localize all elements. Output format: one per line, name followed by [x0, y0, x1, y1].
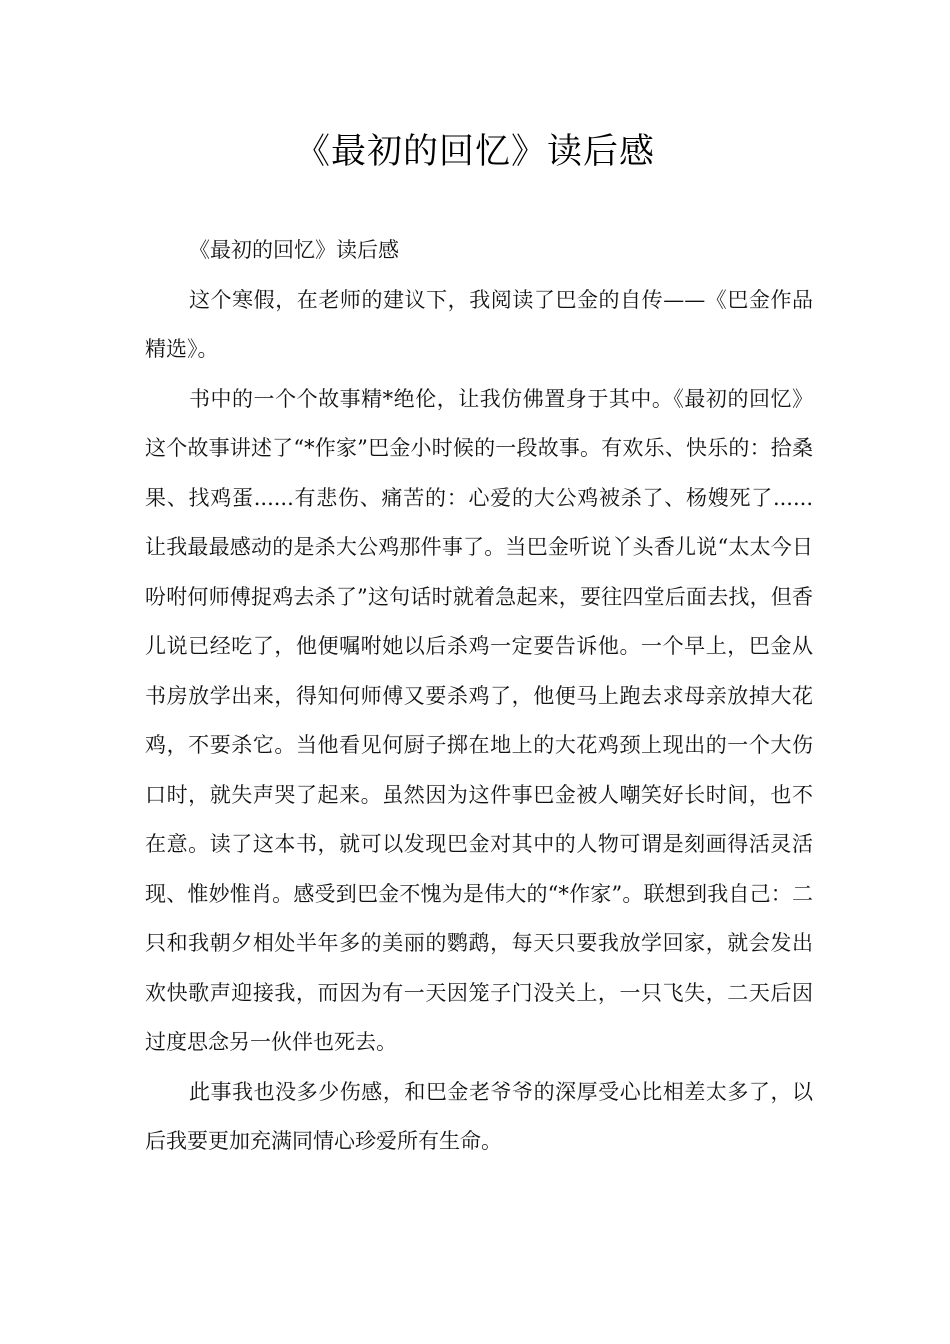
- paragraph-intro: 这个寒假，在老师的建议下，我阅读了巴金的自传——《巴金作品精选》。: [145, 287, 813, 361]
- document-title: 《最初的回忆》读后感: [294, 132, 655, 172]
- paragraph-story: 书中的一个个故事精*绝伦，让我仿佛置身于其中。《最初的回忆》这个故事讲述了“*作家”巴金小时候的一段故事。有欢乐、快乐的：拾桑果、找鸡蛋......有悲伤、痛苦的：心爱的大公鸡被杀了、杨嫂死了......让我最最感动的是杀大公鸡那件事了。当巴金听说丫头香儿说“太太今日吩咐何师傅捉鸡去杀了”这句话时就着急起来，要往四堂后面去找，但香儿说已经吃了，他便嘱咐她以后杀鸡一定要告诉他。一个早上，巴金从书房放学出来，得知何师傅又要杀鸡了，他便马上跑去求母亲放掉大花鸡，不要杀它。当他看见何厨子掷在地上的大花鸡颈上现出的一个大伤口时，就失声哭了起来。虽然因为这件事巴金被人嘲笑好长时间，也不在意。读了这本书，就可以发现巴金对其中的人物可谓是刻画得活灵活现、惟妙惟肖。感受到巴金不愧为是伟大的“*作家”。联想到我自己：二只和我朝夕相处半年多的美丽的鹦鹉，每天只要我放学回家，就会发出欢快歌声迎接我，而因为有一天因笼子门没关上，一只飞失，二天后因过度思念另一伙伴也死去。: [145, 386, 813, 1054]
- paragraph-conclusion: 此事我也没多少伤感，和巴金老爷爷的深厚受心比相差太多了，以后我要更加充满同情心珍爱所有生命。: [145, 1079, 813, 1153]
- document-body: [145, 226, 813, 1167]
- paragraph-subtitle: 《最初的回忆》读后感: [189, 238, 399, 262]
